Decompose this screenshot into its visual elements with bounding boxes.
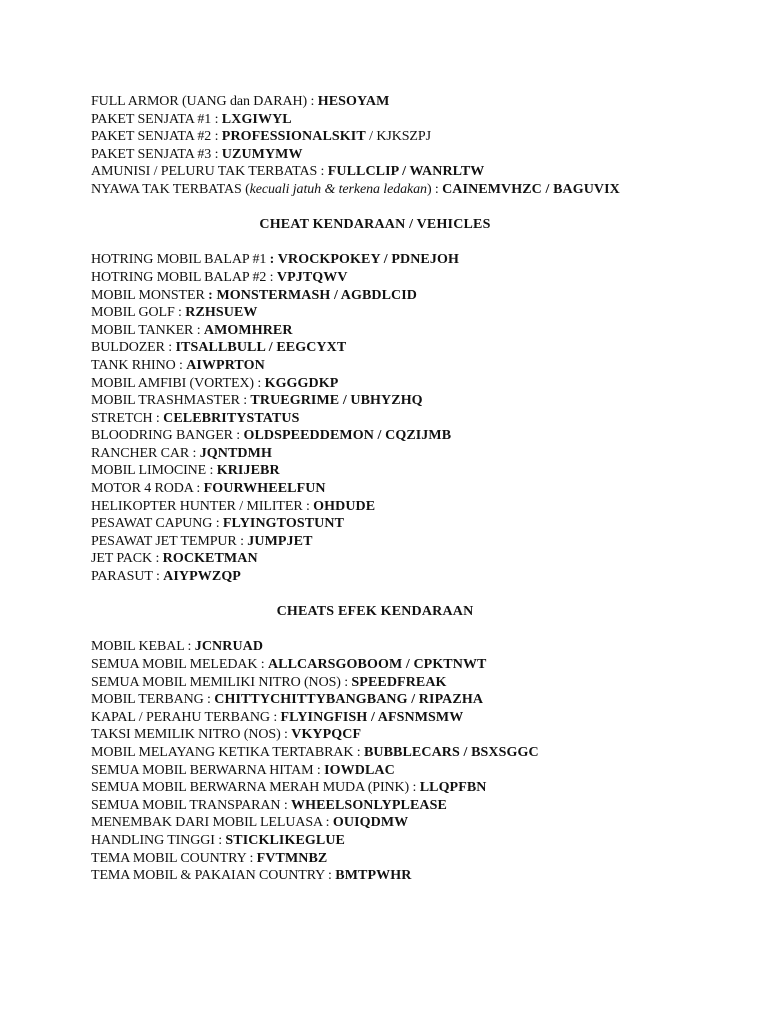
cheat-line: MOBIL AMFIBI (VORTEX) : KGGGDKP (91, 375, 339, 391)
cheat-line: SEMUA MOBIL MELEDAK : ALLCARSGOBOOM / CPKTNWT (91, 657, 487, 672)
cheat-line: HOTRING MOBIL BALAP #2 : VPJTQWV (91, 269, 348, 285)
cheat-document (91, 93, 691, 885)
general-cheats-list (91, 93, 691, 199)
cheat-line: BULDOZER : ITSALLBULL / EEGCYXT (91, 340, 347, 356)
spacer (91, 621, 691, 639)
spacer (91, 199, 691, 217)
cheat-line: TEMA MOBIL & PAKAIAN COUNTRY : BMTPWHR (91, 868, 412, 884)
cheat-line: SEMUA MOBIL BERWARNA HITAM : IOWDLAC (91, 762, 395, 778)
cheat-line: PESAWAT JET TEMPUR : JUMPJET (91, 533, 313, 549)
cheat-line: PAKET SENJATA #2 : PROFESSIONALSKIT / KJKSZPJ (91, 129, 431, 145)
cheat-line: KAPAL / PERAHU TERBANG : FLYINGFISH / AFSNMSMW (91, 709, 464, 725)
spacer (91, 586, 691, 604)
cheat-line: NYAWA TAK TERBATAS (kecuali jatuh & terkena ledakan) : CAINEMVHZC / BAGUVIX (91, 181, 620, 197)
cheat-line: MOTOR 4 RODA : FOURWHEELFUN (91, 481, 326, 497)
cheat-line: MOBIL TRASHMASTER : TRUEGRIME / UBHYZHQ (91, 393, 423, 409)
cheat-line: MOBIL KEBAL : JCNRUAD (91, 639, 264, 655)
cheat-line: PESAWAT CAPUNG : FLYINGTOSTUNT (91, 516, 345, 532)
cheat-line: TEMA MOBIL COUNTRY : FVTMNBZ (91, 850, 328, 866)
cheat-line: FULL ARMOR (UANG dan DARAH) : HESOYAM (91, 94, 390, 109)
cheat-line: MENEMBAK DARI MOBIL LELUASA : OUIQDMW (91, 815, 409, 831)
cheat-line: PARASUT : AIYPWZQP (91, 569, 241, 585)
cheat-line: TANK RHINO : AIWPRTON (91, 357, 265, 373)
spacer (91, 234, 691, 252)
cheat-line: MOBIL LIMOCINE : KRIJEBR (91, 463, 280, 479)
cheat-line: MOBIL TANKER : AMOMHRER (91, 322, 293, 338)
vehicle-cheats-list (91, 251, 691, 585)
cheat-line: STRETCH : CELEBRITYSTATUS (91, 410, 300, 426)
cheat-line: MOBIL MONSTER : MONSTERMASH / AGBDLCID (91, 287, 418, 303)
cheat-line: SEMUA MOBIL TRANSPARAN : WHEELSONLYPLEASE (91, 797, 447, 813)
cheat-line: SEMUA MOBIL MEMILIKI NITRO (NOS) : SPEEDFREAK (91, 674, 447, 690)
cheat-line: PAKET SENJATA #1 : LXGIWYL (91, 111, 292, 127)
cheat-line: PAKET SENJATA #3 : UZUMYMW (91, 146, 303, 162)
vehicle-effect-cheats-list (91, 638, 691, 884)
cheat-line: HELIKOPTER HUNTER / MILITER : OHDUDE (91, 498, 376, 514)
section-heading-vehicles: CHEAT KENDARAAN / VEHICLES (259, 217, 491, 233)
section-heading-vehicle-effects: CHEATS EFEK KENDARAAN (276, 604, 474, 620)
cheat-line: HOTRING MOBIL BALAP #1 : VROCKPOKEY / PDNEJOH (91, 252, 459, 268)
cheat-line: AMUNISI / PELURU TAK TERBATAS : FULLCLIP / WANRLTW (91, 164, 485, 180)
cheat-line: MOBIL MELAYANG KETIKA TERTABRAK : BUBBLECARS / BSXSGGC (91, 744, 539, 760)
cheat-line: MOBIL TERBANG : CHITTYCHITTYBANGBANG / RIPAZHA (91, 692, 484, 708)
cheat-line: SEMUA MOBIL BERWARNA MERAH MUDA (PINK) : LLQPFBN (91, 780, 487, 796)
cheat-line: TAKSI MEMILIK NITRO (NOS) : VKYPQCF (91, 727, 362, 743)
cheat-line: HANDLING TINGGI : STICKLIKEGLUE (91, 832, 345, 848)
cheat-line: MOBIL GOLF : RZHSUEW (91, 305, 258, 321)
cheat-line: JET PACK : ROCKETMAN (91, 551, 258, 567)
cheat-line: RANCHER CAR : JQNTDMH (91, 445, 272, 461)
cheat-line: BLOODRING BANGER : OLDSPEEDDEMON / CQZIJMB (91, 428, 452, 444)
